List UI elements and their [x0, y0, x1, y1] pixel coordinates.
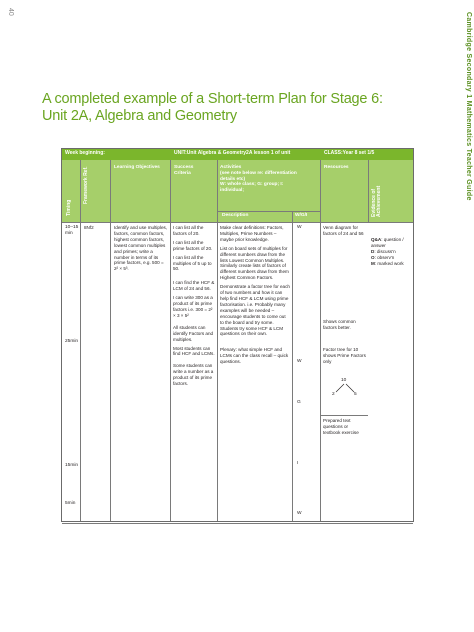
wgi-letter: I: [297, 461, 299, 466]
resource-questions: Prepared text questions or textbook exercise: [323, 418, 359, 435]
description-item: List on board sets of multiples for different numbers draw from the lists Lowest Common Multiples. Similarly create lists of factors of different numbers draw from them Highest Common Factors.: [220, 245, 289, 281]
success-item: Most students can find HCF and LCMs.: [173, 345, 215, 357]
success-item: I can write 300 as a product of its prime factors i.e. 300 = 2² × 3 × 5²: [173, 295, 213, 318]
page-number: 40: [7, 8, 14, 16]
timing-3: 15min: [65, 463, 79, 468]
divider: [62, 222, 413, 223]
col-description: Description: [222, 213, 249, 218]
evidence-item: M: marked work: [371, 260, 404, 266]
col-evidence: Evidence of Achievement: [371, 185, 382, 217]
divider: [292, 212, 293, 521]
description-item: Plenary: what simple HCF and LCMs can the class recall – quick questions.: [220, 347, 289, 365]
timing-1: 10–15 min: [65, 225, 79, 236]
divider: [217, 160, 218, 521]
running-head: [460, 12, 472, 312]
divider: [62, 523, 413, 524]
divider: [170, 160, 171, 521]
wgi-letter: W: [297, 511, 302, 516]
resource-factor-tree: Factor tree for 10 shows Prime Factors only: [323, 347, 366, 364]
success-item: I can list all the prime factors of 20.: [173, 239, 213, 251]
divider: [320, 415, 368, 416]
success-item: I can list all the factors of 20.: [173, 225, 204, 236]
col-activities: [220, 165, 300, 194]
col-framework: Framework Ref.: [83, 166, 89, 204]
success-item: Some students can write a number as a product of its prime factors.: [173, 363, 214, 387]
col-timing: Timing: [66, 199, 72, 216]
success-item: I can find the HCF & LCM of 24 and 56.: [173, 280, 215, 292]
activities-title: Activities: [220, 165, 242, 170]
resource-venn: Venn diagram for factors of 24 and 56: [323, 225, 364, 236]
description-item: Demonstrate a factor tree for each of two numbers and how it can help find HCF & LCM using prime factorisation. i.e. Probably many examples will be needed – encourage students to come out to the board and try some. Students try some HCF & LCM questions on their own.: [220, 284, 290, 337]
timing-2: 25min: [65, 339, 79, 344]
description-item: Make clear definitions: Factors, Multiples, Prime Numbers – maybe prior knowledge.: [220, 225, 284, 242]
class-label: CLASS:Year 8 set 1/5: [324, 150, 375, 156]
timing-4: 5min: [65, 501, 76, 506]
divider: [110, 160, 111, 521]
wgi-letter: W: [297, 359, 302, 364]
evidence-item: D: discuss'n: [371, 248, 396, 254]
evidence-item: O: observ'n: [371, 254, 395, 260]
activities-note: (see note below re: differentiation details etc): [220, 170, 297, 182]
wgi-letter: G: [297, 400, 301, 405]
tree-left: 2: [332, 392, 335, 397]
page-title: A completed example of a Short-term Plan for Stage 6: Unit 2A, Algebra and Geometry: [42, 91, 383, 124]
framework-ref: 8Nf2: [84, 225, 94, 230]
learning-objectives: Identify and use multiples, factors, common factors, highest common factors, lowest common multiples and primes; write a number in terms of its prime factors, e.g. 500 = 2² × 5³.: [114, 225, 168, 272]
table-header-bar: [62, 149, 413, 160]
tree-root: 10: [341, 378, 347, 383]
evidence-list: [371, 237, 412, 267]
short-term-plan-table: [61, 148, 414, 522]
week-label: Week beginning:: [65, 150, 105, 156]
divider: [320, 160, 321, 521]
activity-description: [220, 225, 290, 368]
tree-right: 5: [354, 392, 357, 397]
col-objectives: Learning Objectives: [114, 165, 160, 170]
divider: [368, 160, 369, 222]
success-criteria: [173, 225, 215, 390]
running-head-text: Cambridge Secondary 1 Mathematics Teacher Guide: [465, 12, 472, 201]
divider: [80, 160, 81, 521]
resource-common-factors: Shows common factors better.: [323, 319, 356, 330]
col-success: Success Criteria: [174, 165, 194, 176]
activities-key: W: whole class; G: group; I: individual;: [220, 182, 284, 194]
divider: [217, 211, 320, 212]
wgi-letter: W: [297, 225, 302, 230]
success-item: I can list all the multiples of 5 up to 50.: [173, 254, 212, 272]
col-resources: Resources: [324, 165, 349, 170]
success-item: All students can identify Factors and multiples.: [173, 324, 214, 342]
evidence-item: Q&A: question / answer: [371, 237, 404, 248]
unit-label: UNIT:Unit Algebra & Geometry2A lesson 1 of unit: [174, 150, 291, 156]
col-wgi: W/G/I: [295, 213, 308, 218]
